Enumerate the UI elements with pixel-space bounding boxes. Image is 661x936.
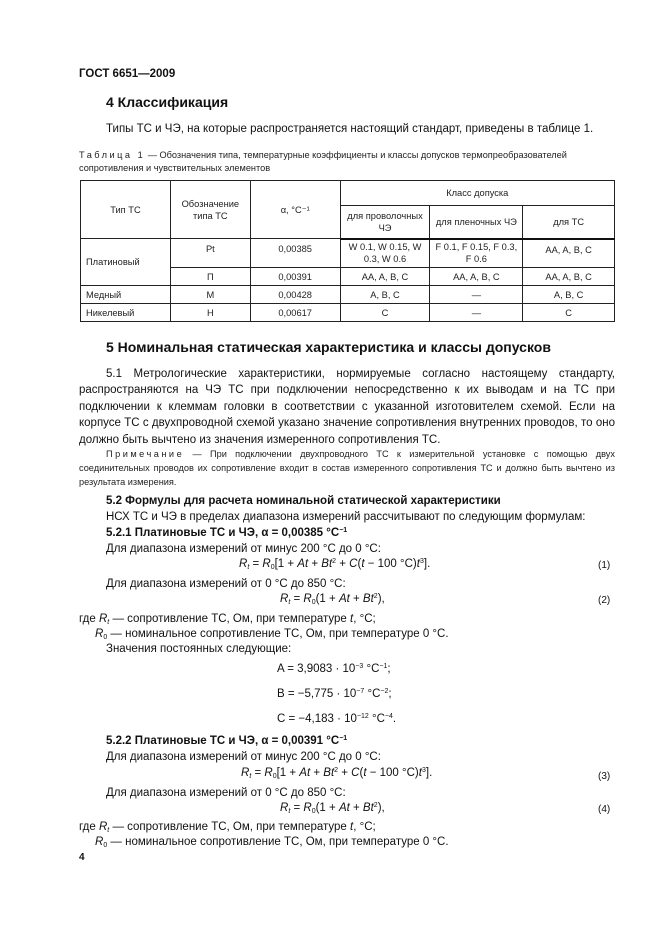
cell-film: —: [430, 286, 523, 304]
section-5-2-2-title-sup: −1: [339, 735, 348, 742]
where-r0-2: $R_0$ — номинальное сопротивление ТС, Ом, при температуре 0 °C.: [95, 836, 449, 849]
cell-alpha: 0,00617: [250, 304, 340, 322]
header-designation: Обозначение типа ТС: [170, 181, 250, 239]
constant-b-value: B = −5,775 · 10: [277, 688, 357, 700]
cell-wire: AA, A, B, C: [340, 268, 430, 286]
cell-designation: П: [170, 268, 250, 286]
constant-b: $B = -5,775 \cdot 10^{-7}$ $^\circ C^{-2}$;: [277, 688, 392, 700]
cell-alpha: 0,00385: [250, 239, 340, 268]
constant-c-value: C = −4,183 · 10: [277, 713, 357, 725]
note: [79, 447, 615, 489]
where-rt-2: где $R_t$ — сопротивление ТС, Ом, при температуре t, °C;: [79, 821, 376, 834]
header-wire: для проволочных ЧЭ: [340, 206, 430, 239]
cell-alpha: 0,00391: [250, 268, 340, 286]
where-r0-1: $R_0$ — номинальное сопротивление ТС, Ом, при температуре 0 °C.: [95, 628, 449, 641]
cell-wire: C: [340, 304, 430, 322]
where-r0-text: — номинальное сопротивление ТС, Ом, при температуре 0 °C.: [107, 836, 449, 848]
paragraph-5-1: 5.1 Метрологические характеристики, нормируемые согласно настоящему стандарту, распространяются на ЧЭ ТС при подключении непосредственно к их выводам и на ТС при подключении к клеммам головки в соответствии с указанной изготовителем схемой. Если на корпусе ТС с двухпроводной схемой указано значение сопротивления внутренних проводов, то оно должно быть вычтено из значения измеренного сопротивления ТС.: [79, 368, 615, 446]
range-negative-1: Для диапазона измерений от минус 200 °C до 0 °C:: [106, 543, 381, 555]
equation-3: $R_t = R_0[1 + At + Bt^2 + C(t - 100$ $^\circ C)t^3$].: [241, 767, 433, 780]
where-prefix: где: [79, 613, 99, 625]
section-5-2-1-title-text: 5.2.1 Платиновые ТС и ЧЭ, α = 0,00385 °C: [106, 527, 340, 539]
constant-a: $A = 3,9083 \cdot 10^{-3}$ $^\circ C^{-1}$;: [277, 663, 391, 675]
standard-header: ГОСТ 6651—2009: [79, 68, 176, 80]
section-5-2-1-title-sup: −1: [339, 527, 348, 534]
cell-designation: Pt: [170, 239, 250, 268]
section-5-2-text: НСХ ТС и ЧЭ в пределах диапазона измерений рассчитывают по следующим формулам:: [106, 511, 586, 523]
header-film: для пленочных ЧЭ: [430, 206, 523, 239]
where-r0-text: — номинальное сопротивление ТС, Ом, при температуре 0 °C.: [107, 628, 449, 640]
constant-b-exp: −7: [356, 688, 365, 695]
note-text: — При подключении двухпроводного ТС к измерительной установке с помощью двух соединительных проводов их сопротивление входит в состав измеренного сопротивления ТС и должно быть вычтено из результата измерения.: [79, 449, 615, 487]
table-caption-prefix: Таблица 1: [79, 150, 146, 160]
cell-designation: М: [170, 286, 250, 304]
section-5-2-title: 5.2 Формулы для расчета номинальной статической характеристики: [106, 495, 501, 507]
note-prefix: Примечание: [106, 449, 185, 459]
equation-4: $R_t = R_0(1 + At + Bt^2)$,: [280, 802, 385, 815]
where-rt-text: — сопротивление ТС, Ом, при температуре: [109, 821, 350, 833]
constant-c-unit: °C: [368, 713, 385, 725]
section-5-2-2-title-text: 5.2.2 Платиновые ТС и ЧЭ, α = 0,00391 °C: [106, 735, 340, 747]
cell-film: F 0.1, F 0.15, F 0.3, F 0.6: [430, 239, 523, 268]
cell-ts: C: [523, 304, 615, 322]
cell-type: Платиновый: [81, 239, 171, 286]
cell-ts: A, B, C: [523, 286, 615, 304]
constant-c-exp: −12: [356, 713, 369, 720]
section-4-intro: Типы ТС и ЧЭ, на которые распространяется настоящий стандарт, приведены в таблице 1.: [106, 123, 594, 135]
section-5-title: 5 Номинальная статическая характеристика и классы допусков: [106, 339, 551, 355]
header-type: Тип ТС: [81, 181, 171, 239]
header-alpha: α, °C⁻¹: [250, 181, 340, 239]
cell-alpha: 0,00428: [250, 286, 340, 304]
where-prefix: где: [79, 821, 99, 833]
constant-a-exp: −3: [355, 663, 364, 670]
constant-c: $C = -4,183 \cdot 10^{-12}$ $^\circ C^{-4}$.: [277, 713, 397, 725]
where-rt-end: , °C;: [353, 613, 376, 625]
equation-2: $R_t = R_0(1 + At + Bt^2)$,: [280, 593, 385, 606]
section-5-2-1-title: [106, 525, 347, 541]
where-rt-end: , °C;: [353, 821, 376, 833]
cell-wire: W 0.1, W 0.15, W 0.3, W 0.6: [340, 239, 430, 268]
header-ts: для ТС: [523, 206, 615, 239]
constant-a-unit: °C: [363, 663, 380, 675]
constant-a-value: A = 3,9083 · 10: [277, 663, 356, 675]
constant-b-unit: °C: [364, 688, 381, 700]
section-4-title: 4 Классификация: [106, 94, 229, 110]
range-positive-1: Для диапазона измерений от 0 °C до 850 °C:: [106, 578, 346, 590]
cell-wire: A, B, C: [340, 286, 430, 304]
equation-1: $R_t = R_0[1 + At + Bt^2 + C(t - 100$ $^\circ C)t^3$].: [239, 558, 431, 571]
cell-type: Медный: [81, 286, 171, 304]
cell-ts: AA, A, B, C: [523, 239, 615, 268]
table-row: [81, 304, 615, 322]
cell-film: —: [430, 304, 523, 322]
page-number: 4: [79, 852, 85, 863]
cell-type: Никелевый: [81, 304, 171, 322]
where-rt-text: — сопротивление ТС, Ом, при температуре: [109, 613, 350, 625]
header-tolerance-class: Класс допуска: [340, 181, 614, 206]
range-positive-2: Для диапазона измерений от 0 °C до 850 °C:: [106, 787, 346, 799]
range-negative-2: Для диапазона измерений от минус 200 °C до 0 °C:: [106, 751, 381, 763]
where-rt-1: где $R_t$ — сопротивление ТС, Ом, при температуре t, °C;: [79, 613, 376, 626]
classification-table: [80, 180, 615, 322]
equation-3-number: (3): [598, 771, 611, 782]
cell-ts: AA, A, B, C: [523, 268, 615, 286]
cell-designation: Н: [170, 304, 250, 322]
cell-film: AA, A, B, C: [430, 268, 523, 286]
constant-c-unit-exp: −4: [384, 713, 393, 720]
table-caption: [79, 149, 614, 175]
table-caption-text: — Обозначения типа, температурные коэффициенты и классы допусков термопреобразователей сопротивления и чувствительных элементов: [79, 150, 567, 173]
equation-4-number: (4): [598, 804, 611, 815]
equation-1-number: (1): [598, 560, 611, 571]
table-row: [81, 286, 615, 304]
table-row: [81, 239, 615, 268]
section-5-2-2-title: [106, 733, 347, 749]
constant-b-unit-exp: −2: [380, 688, 389, 695]
equation-2-number: (2): [598, 595, 611, 606]
constants-intro: Значения постоянных следующие:: [106, 643, 292, 655]
constant-a-unit-exp: −1: [379, 663, 388, 670]
